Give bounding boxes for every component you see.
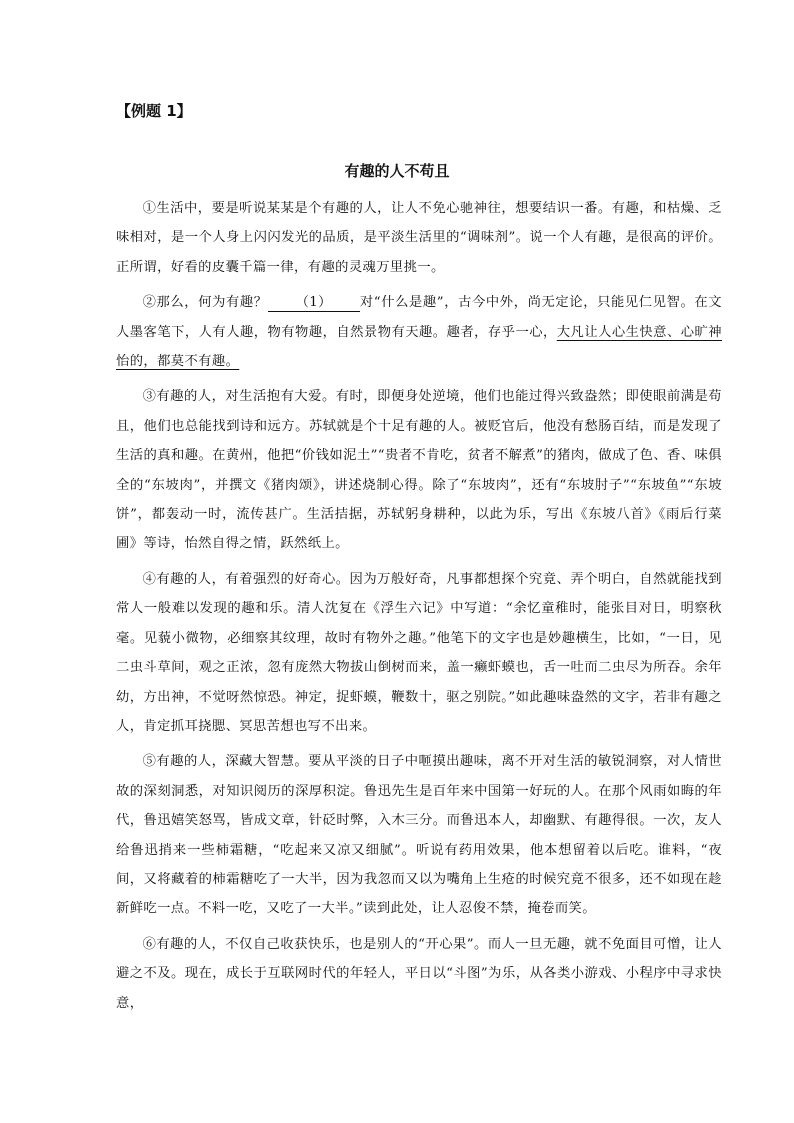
article-body xyxy=(116,194,722,1024)
paragraph-5: ⑤有趣的人，深藏大智慧。要从平淡的日子中咂摸出趣味，离不开对生活的敏锐洞察，对人情世故的深刻洞悉，对知识阅历的深厚积淀。鲁迅先生是百年来中国第一好玩的人。在那个风雨如晦的年代，鲁迅嬉笑怒骂，皆成文章，针砭时弊，入木三分。而鲁迅本人，却幽默、有趣得很。一次，友人给鲁迅捎来一些柿霜糖，“吃起来又凉又细腻”。听说有药用效果，他本想留着以后吃。谁料，“夜间，又将藏着的柿霜糖吃了一大半，因为我忽而又以为嘴角上生疮的时候究竟不很多，还不如现在趁新鲜吃一点。不料一吃，又吃了一大半。”读到此处，让人忍俊不禁，掩卷而笑。 xyxy=(116,754,722,917)
paragraph-2-body: 对“什么是趣”，古今中外，尚无定论，只能见仁见智。在文人墨客笔下，人有人趣，物有物趣，自然景物有天趣。趣者，存乎一心， xyxy=(116,295,722,340)
paragraph-6: ⑥有趣的人，不仅自己收获快乐，也是别人的“开心果”。而人一旦无趣，就不免面目可憎，让人避之不及。现在，成长于互联网时代的年轻人，平日以“斗图”为乐，从各类小游戏、小程序中寻求快意， xyxy=(116,936,722,1011)
paragraph-1: ①生活中，要是听说某某是个有趣的人，让人不免心驰神往，想要结识一番。有趣，和枯燥、乏味相对，是一个人身上闪闪发光的品质，是平淡生活里的“调味剂”。说一个人有趣，是很高的评价。正所谓，好看的皮囊千篇一律，有趣的灵魂万里挑一。 xyxy=(116,201,722,275)
example-label: 【例题 1】 xyxy=(116,102,192,120)
article-title: 有趣的人不苟且 xyxy=(344,162,450,180)
paragraph-3: ③有趣的人，对生活抱有大爱。有时，即便身处逆境，他们也能过得兴致盎然；即使眼前满是苟且，他们也总能找到诗和远方。苏轼就是个十足有趣的人。被贬官后，他没有愁肠百结，而是发现了生活的真和趣。在黄州，他把“价钱如泥土”“贵者不肯吃，贫者不解煮”的猪肉，做成了色、香、味俱全的“东坡肉”，并撰文《猪肉颂》，讲述烧制心得。除了“东坡肉”，还有“东坡肘子”“东坡鱼”“东坡饼”，都轰动一时，流传甚广。生活拮据，苏轼躬身耕种，以此为乐，写出《东坡八首》《雨后行菜圃》等诗，怡然自得之情，跃然纸上。 xyxy=(116,389,722,552)
underlined-sentence: 大凡让人心生快意、心旷神怡的，都莫不有趣。 xyxy=(116,324,722,370)
fill-in-blank-1: （1） xyxy=(268,295,360,312)
paragraph-2-lead: ②那么，何为有趣？ xyxy=(142,295,268,311)
paragraph-2 xyxy=(116,288,722,376)
paragraph-4: ④有趣的人，有着强烈的好奇心。因为万般好奇，凡事都想探个究竟、弄个明白，自然就能找到常人一般难以发现的趣和乐。清人沈复在《浮生六记》中写道：“余忆童稚时，能张目对日，明察秋毫。见藐小微物，必细察其纹理，故时有物外之趣。”他笔下的文字也是妙趣横生，比如，“一日，见二虫斗草间，观之正浓，忽有庞然大物拔山倒树而来，盖一癞虾蟆也，舌一吐而二虫尽为所吞。余年幼，方出神，不觉呀然惊恐。神定，捉虾蟆，鞭数十，驱之别院。”如此趣味盎然的文字，若非有趣之人，肯定抓耳挠腮、冥思苦想也写不出来。 xyxy=(116,571,722,734)
